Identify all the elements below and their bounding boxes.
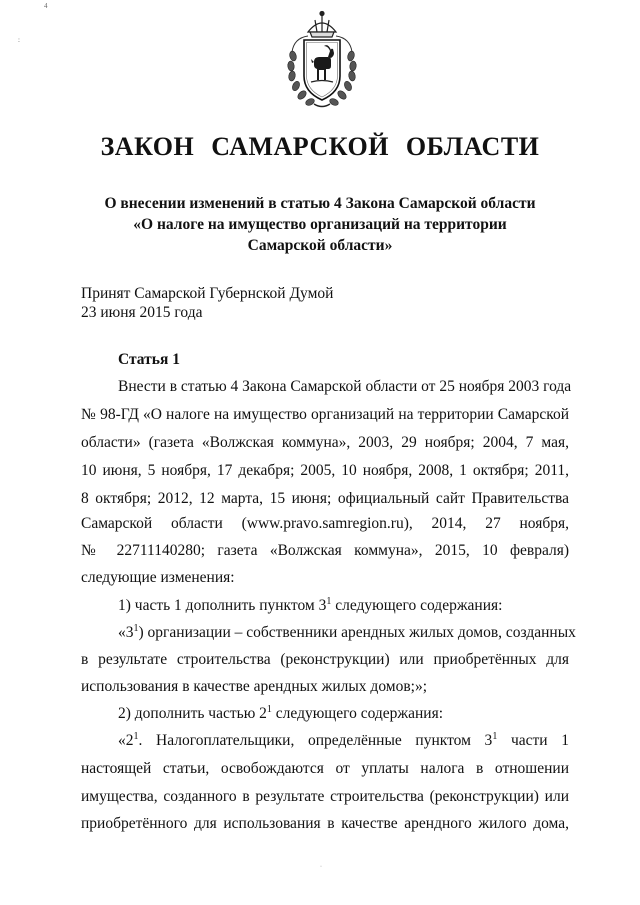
- quote-1-line: [118, 623, 576, 643]
- superscript: 1: [492, 731, 498, 742]
- article-text-line: № 98-ГД «О налоге на имущество организаций на территории Самарской: [81, 406, 569, 423]
- superscript: 1: [266, 704, 272, 715]
- article-text-line: Внести в статью 4 Закона Самарской области от 25 ноября 2003 года: [118, 378, 572, 395]
- quote-text: ) организации – собственники арендных жилых домов, созданных: [138, 624, 576, 641]
- quote-text: части 1: [497, 732, 570, 749]
- coat-of-arms-icon: [284, 10, 360, 114]
- article-text-line: области» (газета «Волжская коммуна», 2003, 29 ноября; 2004, 7 мая,: [81, 434, 569, 451]
- subtitle-line: О внесении изменений в статью 4 Закона Самарской области: [104, 195, 536, 212]
- article-text-line: Самарской области (www.pravo.samregion.ru), 2014, 27 ноября,: [81, 515, 569, 532]
- item-text: следующего содержания:: [331, 597, 503, 614]
- quote-1-line: в результате строительства (реконструкции) или приобретённых для: [81, 651, 569, 668]
- article-text-line: следующие изменения:: [81, 569, 235, 586]
- item-text: 1) часть 1 дополнить пунктом 3: [118, 597, 327, 614]
- quote-2-line: имущества, созданного в результате строительства (реконструкции) или: [81, 788, 569, 805]
- law-subtitle: [60, 193, 580, 256]
- quote-text: «2: [118, 732, 134, 749]
- quote-2-line: [118, 731, 569, 751]
- article-heading: Статья 1: [118, 351, 180, 368]
- subtitle-line: «О налоге на имущество организаций на территории: [133, 216, 507, 233]
- item-text: следующего содержания:: [271, 705, 444, 722]
- amendment-item-2: [118, 704, 443, 724]
- quote-1-line: использования в качестве арендных жилых домов;»;: [81, 678, 428, 695]
- quote-text: «3: [118, 624, 134, 641]
- superscript: 1: [326, 596, 332, 607]
- article-text-line: 8 октября; 2012, 12 марта, 15 июня; официальный сайт Правительства: [81, 490, 569, 507]
- quote-2-line: приобретённого для использования в качестве арендного жилого дома,: [81, 815, 569, 832]
- superscript: 1: [133, 623, 139, 634]
- superscript: 1: [133, 731, 139, 742]
- article-text-line: № 22711140280; газета «Волжская коммуна», 2015, 10 февраля): [81, 542, 569, 559]
- quote-2-line: настоящей статьи, освобождаются от уплаты налога в отношении: [81, 760, 569, 777]
- article-text-line: 10 июня, 5 ноября, 17 декабря; 2005, 10 ноября, 2008, 1 октября; 2011,: [81, 462, 569, 479]
- subtitle-line: Самарской области»: [247, 237, 393, 254]
- adoption-info: [81, 284, 333, 322]
- adoption-body: Принят Самарской Губернской Думой: [81, 285, 334, 302]
- item-text: 2) дополнить частью 2: [118, 705, 267, 722]
- adoption-date: 23 июня 2015 года: [81, 304, 203, 321]
- scan-mark: ·: [320, 864, 322, 870]
- quote-text: . Налогоплательщики, определённые пунктом 3: [138, 732, 493, 749]
- law-title: ЗАКОН САМАРСКОЙ ОБЛАСТИ: [100, 132, 540, 161]
- scan-mark: :: [18, 36, 20, 44]
- amendment-item-1: [118, 596, 502, 616]
- scan-mark: 4: [44, 2, 48, 10]
